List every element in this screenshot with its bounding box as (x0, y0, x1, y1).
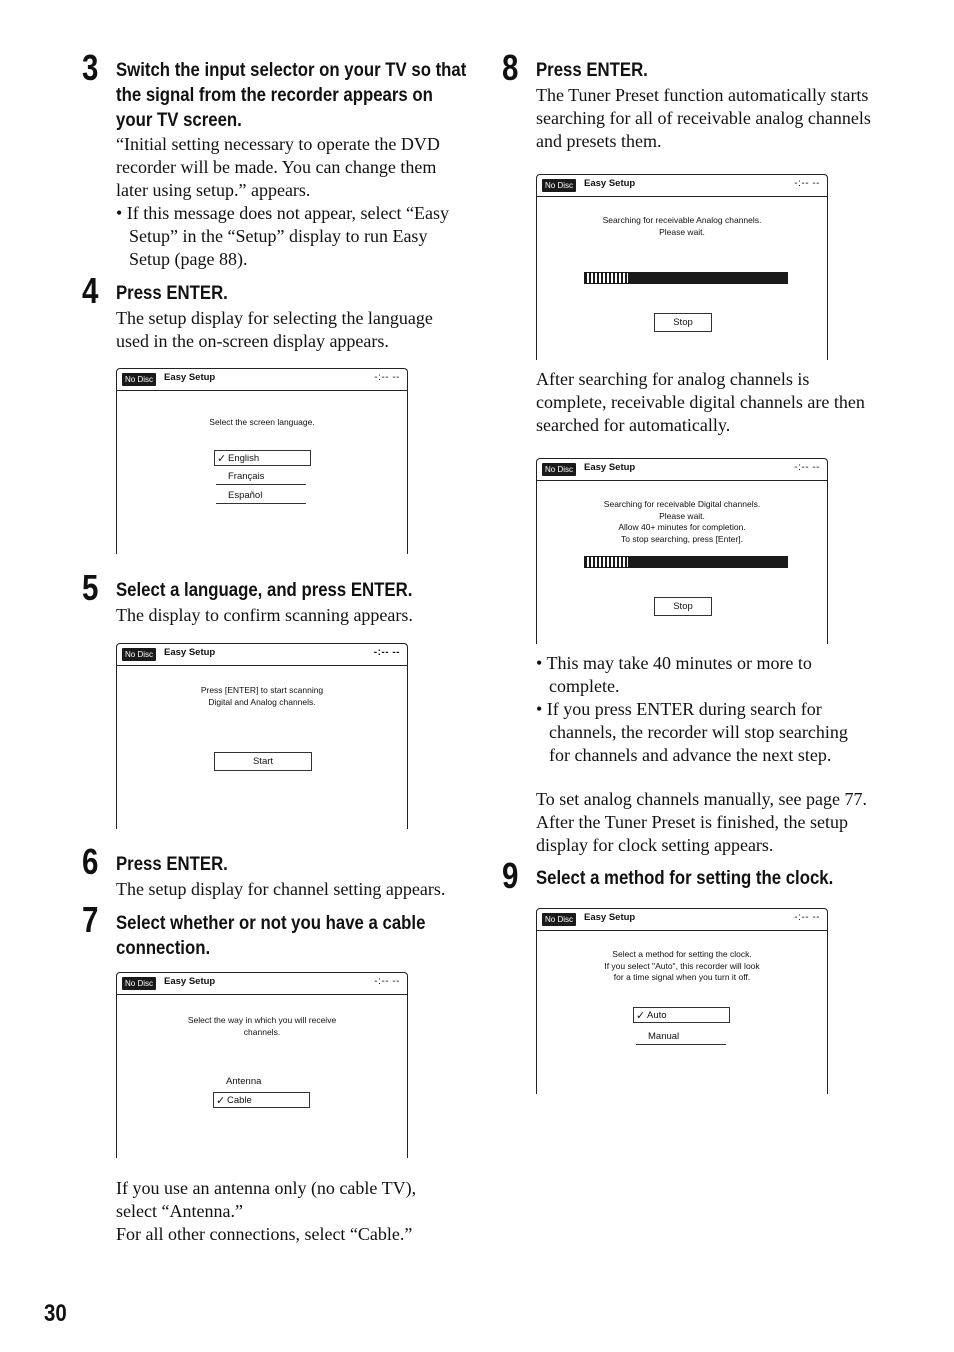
screen-title-bar (537, 175, 827, 197)
step-3-number: 3 (82, 47, 98, 88)
option-label: Manual (648, 1031, 680, 1042)
body-line: The Tuner Preset function automatically starts (536, 85, 869, 105)
body-line: complete, receivable digital channels are then (536, 392, 865, 412)
body-line: After searching for analog channels is (536, 369, 810, 389)
message-line: for a time signal when you turn it off. (613, 972, 751, 982)
step-5-heading: Select a language, and press ENTER. (116, 579, 413, 601)
option-cable[interactable] (213, 1092, 310, 1108)
message-line: If you select "Auto", this recorder will look (604, 960, 760, 971)
bullet-line: for channels and advance the next step. (549, 745, 832, 765)
screen-clock: -:-- -- (373, 647, 400, 658)
step-8-bullets (536, 652, 848, 767)
option-english[interactable] (214, 450, 311, 466)
body-line: For all other connections, select “Cable.” (116, 1224, 413, 1244)
message-line: Please wait. (659, 510, 705, 521)
screen-message (117, 1015, 407, 1038)
screen-clock: -:-- -- (374, 372, 400, 383)
stop-button[interactable]: Stop (654, 313, 712, 332)
option-label: English (228, 453, 260, 464)
bullet-line: • If you press ENTER during search for (536, 699, 822, 719)
no-disc-badge: No Disc (542, 463, 576, 476)
message-line: channels. (243, 1026, 281, 1037)
screen-clock: -:-- -- (374, 976, 400, 987)
message-line: Select the way in which you will receive (187, 1015, 337, 1025)
screen-message (537, 215, 827, 238)
option-antenna[interactable] (214, 1074, 304, 1090)
message-line: Searching for receivable Digital channels. (603, 499, 761, 509)
heading-line: connection. (116, 937, 211, 959)
checkmark-icon: ✓ (216, 1095, 226, 1107)
message-line: Select a method for setting the clock. (612, 949, 752, 959)
option-label: Español (228, 490, 263, 501)
step-3-heading (116, 58, 466, 133)
page-number: 30 (44, 1300, 67, 1327)
screen-message (537, 949, 827, 984)
bullet-line: channels, the recorder will stop searching (549, 722, 848, 742)
no-disc-badge: No Disc (122, 977, 156, 990)
step-8-number: 8 (502, 47, 518, 88)
checkmark-icon: ✓ (217, 453, 227, 465)
screen-message (537, 499, 827, 545)
heading-line: the signal from the recorder appears on (116, 84, 433, 106)
message-line: To stop searching, press [Enter]. (621, 533, 743, 544)
message-line: Please wait. (659, 226, 705, 237)
body-line: select “Antenna.” (116, 1201, 243, 1221)
screen-clock: -:-- -- (794, 912, 820, 923)
option-espanol[interactable] (216, 488, 306, 504)
step-8-heading: Press ENTER. (536, 59, 648, 81)
heading-line: Select whether or not you have a cable (116, 912, 426, 934)
step-4-number: 4 (82, 270, 98, 311)
body-line: searched for automatically. (536, 415, 731, 435)
screen-clock: -:-- -- (794, 178, 820, 189)
step-5-body: The display to confirm scanning appears. (116, 605, 413, 625)
stop-button[interactable]: Stop (654, 597, 712, 616)
bullet-line: complete. (549, 676, 620, 696)
body-line: searching for all of receivable analog channels (536, 108, 871, 128)
analog-progress-bar (584, 272, 788, 284)
step-7-note (116, 1177, 416, 1246)
message-line: Allow 40+ minutes for completion. (618, 522, 746, 532)
start-button[interactable]: Start (214, 752, 312, 771)
screen-title-bar (117, 973, 407, 995)
heading-line: Switch the input selector on your TV so that (116, 59, 467, 81)
no-disc-badge: No Disc (122, 648, 156, 661)
language-screen (116, 368, 408, 554)
step-6-number: 6 (82, 841, 98, 882)
option-label: Antenna (226, 1076, 262, 1087)
screen-title-bar (117, 644, 407, 666)
step-5-number: 5 (82, 567, 98, 608)
digital-search-screen (536, 458, 828, 644)
bullet-line: • This may take 40 minutes or more to (536, 653, 812, 673)
screen-title-bar (537, 459, 827, 481)
screen-title: Easy Setup (584, 462, 636, 473)
screen-title: Easy Setup (164, 372, 216, 383)
step-7-number: 7 (82, 899, 98, 940)
analog-search-screen (536, 174, 828, 360)
scan-confirm-screen (116, 643, 408, 829)
digital-progress-bar (584, 556, 788, 568)
step-9-number: 9 (502, 855, 518, 896)
bullet-line: Setup (page 88). (129, 249, 248, 269)
message-line: Searching for receivable Analog channels. (602, 215, 762, 225)
step-3-body (116, 133, 449, 271)
screen-clock: -:-- -- (794, 462, 820, 473)
no-disc-badge: No Disc (542, 913, 576, 926)
screen-message (117, 685, 407, 708)
body-line: “Initial setting necessary to operate the DVD (116, 134, 440, 154)
step-8-body (536, 84, 871, 153)
bullet-line: Setup” in the “Setup” display to run Easy (129, 226, 428, 246)
heading-line: your TV screen. (116, 109, 242, 131)
screen-title: Easy Setup (584, 178, 636, 189)
message-line: Digital and Analog channels. (208, 696, 316, 707)
step-8-after-text (536, 788, 867, 857)
body-line: display for clock setting appears. (536, 835, 774, 855)
body-line: The setup display for selecting the language (116, 308, 433, 328)
option-label: Cable (227, 1095, 252, 1106)
cable-screen (116, 972, 408, 1158)
body-line: To set analog channels manually, see page 77. (536, 789, 867, 809)
step-7-heading (116, 911, 425, 961)
clock-method-screen (536, 908, 828, 1094)
step-4-heading: Press ENTER. (116, 282, 228, 304)
step-6-heading: Press ENTER. (116, 853, 228, 875)
screen-message: Select the screen language. (209, 417, 315, 427)
screen-title: Easy Setup (164, 976, 216, 987)
step-6-body: The setup display for channel setting appears. (116, 879, 446, 899)
step-9-heading: Select a method for setting the clock. (536, 867, 834, 889)
body-line: later using setup.” appears. (116, 180, 311, 200)
progress-fill (584, 272, 629, 284)
message-line: Press [ENTER] to start scanning (200, 685, 324, 695)
no-disc-badge: No Disc (122, 373, 156, 386)
option-auto[interactable] (633, 1007, 730, 1023)
option-manual[interactable] (636, 1029, 726, 1045)
body-line: used in the on-screen display appears. (116, 331, 389, 351)
screen-title-bar (537, 909, 827, 931)
option-francais[interactable] (216, 469, 306, 485)
screen-title: Easy Setup (584, 912, 636, 923)
option-label: Auto (647, 1010, 667, 1021)
body-line: recorder will be made. You can change them (116, 157, 437, 177)
body-line: After the Tuner Preset is finished, the setup (536, 812, 848, 832)
no-disc-badge: No Disc (542, 179, 576, 192)
screen-title-bar (117, 369, 407, 391)
checkmark-icon: ✓ (636, 1010, 646, 1022)
body-line: and presets them. (536, 131, 662, 151)
bullet-line: • If this message does not appear, select “Easy (116, 203, 449, 223)
screen-title: Easy Setup (164, 647, 216, 658)
option-label: Français (228, 471, 265, 482)
step-4-body (116, 307, 433, 353)
progress-fill (584, 556, 629, 568)
step-8-middle-text (536, 368, 865, 437)
body-line: If you use an antenna only (no cable TV), (116, 1178, 417, 1198)
